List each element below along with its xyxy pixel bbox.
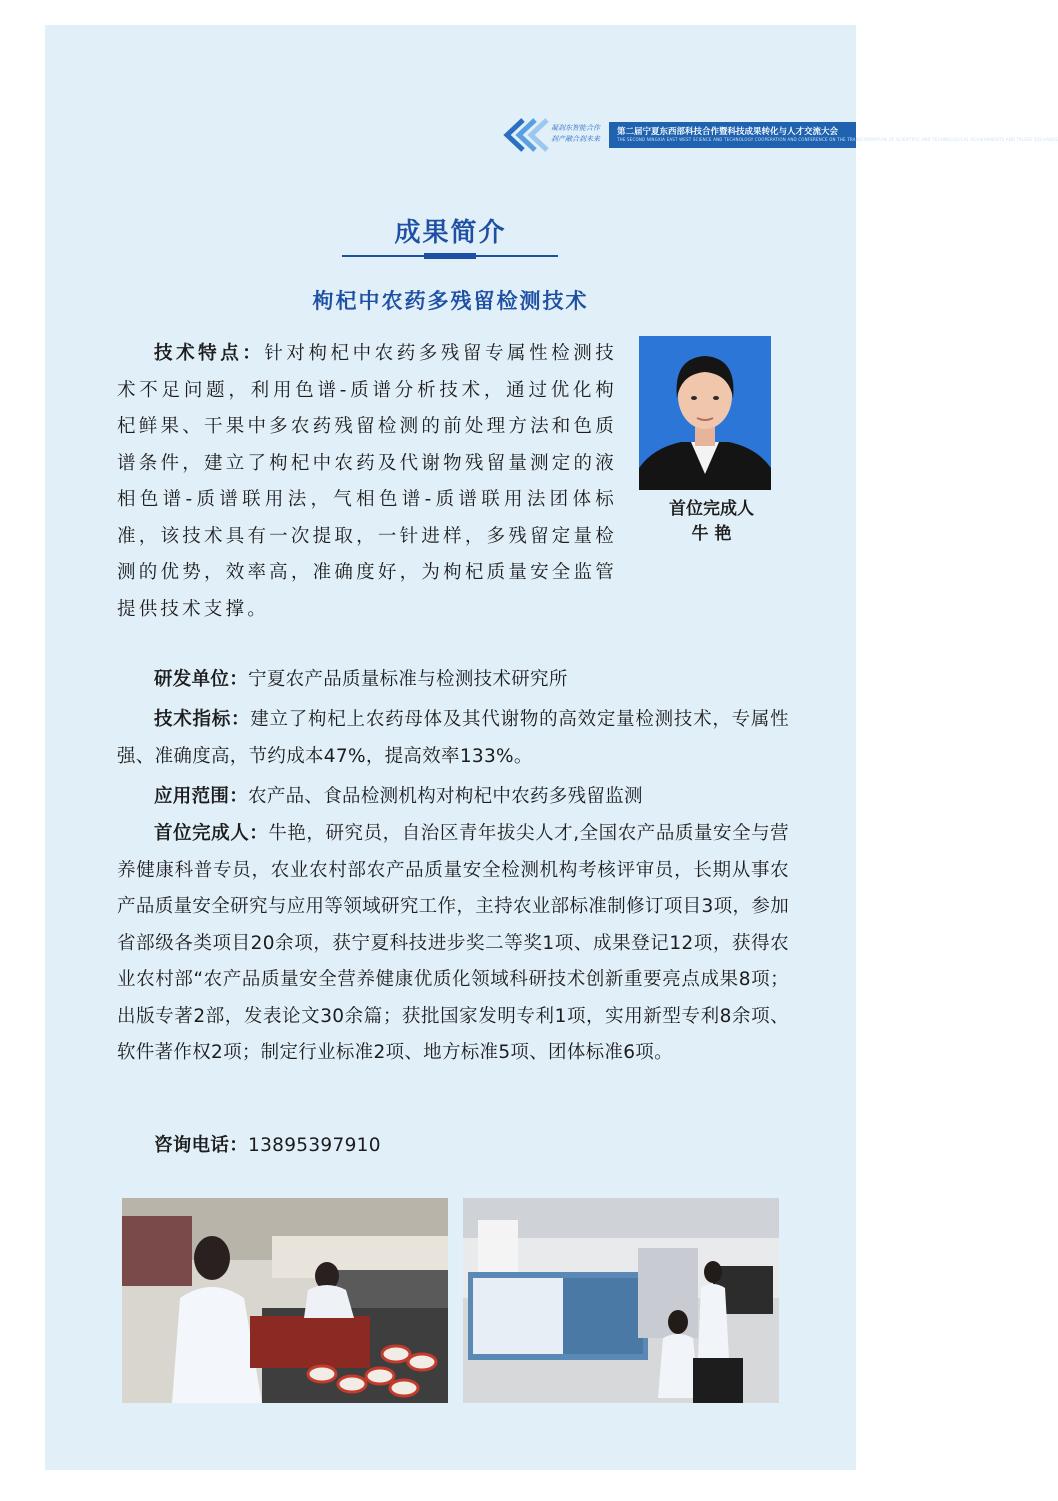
achievement-title: 枸杞中农药多残留检测技术 xyxy=(312,289,589,313)
conference-banner xyxy=(501,118,1058,152)
range-text: 农产品、食品检测机构对枸杞中农药多残留监测 xyxy=(248,786,643,807)
banner-slogan-line2: 刹产融合刹未来 xyxy=(551,135,600,143)
range-paragraph xyxy=(117,779,789,816)
unit-paragraph xyxy=(117,662,789,699)
banner-subtitle: THE SECOND NINGXIA EAST WEST SCIENCE AND TECHNOLOGY COOPERATION AND CONFERENCE ON THE TRANSFORMATION OF SCIENTIFIC AND TECHNOLOGICAL ACHIEVEMENTS AND TALENT EXCHANGE xyxy=(617,137,1058,142)
title-underline-accent xyxy=(424,253,476,259)
person-paragraph xyxy=(117,816,789,1072)
phone-paragraph xyxy=(117,1128,789,1165)
portrait-caption-role: 首位完成人 xyxy=(669,499,754,519)
portrait-caption xyxy=(639,497,784,547)
banner-title-bar xyxy=(609,122,1058,148)
lab-instrument-photo-icon xyxy=(463,1198,779,1403)
unit-text: 宁夏农产品质量标准与检测技术研究所 xyxy=(248,669,568,690)
person-label: 首位完成人： xyxy=(154,823,269,844)
unit-label: 研发单位： xyxy=(154,669,249,690)
banner-slogan-line1: 凝刹东智能合作 xyxy=(551,124,600,132)
portrait-photo xyxy=(639,336,771,490)
features-label: 技术特点： xyxy=(154,343,265,364)
index-paragraph xyxy=(117,702,789,775)
banner-title: 第二届宁夏东西部科技合作暨科技成果转化与人才交流大会 xyxy=(617,127,839,137)
phone-label: 咨询电话： xyxy=(154,1135,249,1156)
portrait-caption-name: 牛 艳 xyxy=(691,524,732,544)
range-label: 应用范围： xyxy=(154,786,249,807)
person-text: 牛艳，研究员，自治区青年拔尖人才,全国农产品质量安全与营养健康科普专员，农业农村部农产品质量安全检测机构考核评审员，长期从事农产品质量安全研究与应用等领域研究工作，主持农业部标准制修订项目3项，参加省部级各类项目20余项，获宁夏科技进步奖二等奖1项、成果登记12项，获得农业农村部“农产品质量安全营养健康优质化领域科研技术创新重要亮点成果8项；出版专著2部，发表论文30余篇；获批国家发明专利1项，实用新型专利8余项、软件著作权2项；制定行业标准2项、地方标准5项、团体标准6项。 xyxy=(117,823,789,1063)
portrait-photo-icon xyxy=(639,336,771,490)
features-paragraph xyxy=(117,336,617,628)
index-text: 建立了枸杞上农药母体及其代谢物的高效定量检测技术，专属性强、准确度高，节约成本47%，提高效率133%。 xyxy=(117,709,789,767)
lab-photo-sample-prep xyxy=(122,1198,448,1403)
lab-sample-prep-photo-icon xyxy=(122,1198,448,1403)
section-title: 成果简介 xyxy=(394,218,507,248)
index-label: 技术指标： xyxy=(154,709,251,730)
banner-slogan xyxy=(551,123,600,145)
features-text: 针对枸杞中农药多残留专属性检测技术不足问题，利用色谱-质谱分析技术，通过优化枸杞鲜果、干果中多农药残留检测的前处理方法和色质谱条件，建立了枸杞中农药及代谢物残留量测定的液相色谱-质谱联用法，气相色谱-质谱联用法团体标准，该技术具有一次提取，一针进样，多残留定量检测的优势，效率高，准确度好，为枸杞质量安全监管提供技术支撑。 xyxy=(117,343,617,620)
lab-photo-instruments xyxy=(463,1198,779,1403)
phone-number: 13895397910 xyxy=(248,1135,381,1156)
